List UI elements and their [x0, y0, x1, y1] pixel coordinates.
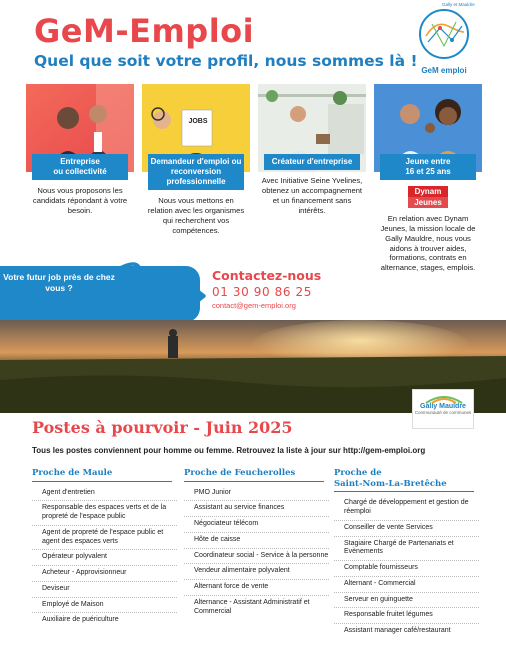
list-item: Auxiliaire de puériculture — [42, 616, 119, 624]
ribbon-arrow-icon — [110, 250, 210, 320]
column-title: Proche de Maule — [32, 468, 113, 478]
list-item: Deviseur — [32, 582, 177, 598]
list-item: Agent de propreté de l'espace public et agent des espaces verts — [32, 526, 177, 551]
column-title: Proche de Feucherolles — [184, 468, 296, 478]
list-item: Coordinateur social - Service à la personne — [184, 549, 329, 565]
list-item: Responsable fruitet légumes — [334, 608, 479, 624]
logo-small-text: Gally et Mauldre — [442, 2, 475, 7]
card-desc-createur: Avec Initiative Seine Yvelines, obtenez un accompagnement et un financement sans intérêts. — [261, 176, 363, 215]
card-label-entreprise: Entreprise ou collectivité — [32, 154, 128, 180]
list-item: Responsable des espaces verts et de la propreté de l'espace public — [32, 501, 177, 526]
jobs-column-saint-nom — [334, 468, 479, 639]
gem-logo-icon — [418, 6, 470, 64]
promo-text: Votre futur job près de chez vous ? — [3, 272, 115, 294]
list-item: Vendeur alimentaire polyvalent — [184, 564, 329, 580]
column-title: Proche de Saint-Nom-La-Bretêche — [334, 468, 447, 489]
list-item: Chargé de développement et gestion de réemploi — [334, 496, 479, 521]
gally-mauldre-logo — [412, 389, 474, 429]
job-list — [184, 486, 329, 620]
contact-title: Contactez-nous — [212, 268, 322, 283]
card-createur — [258, 84, 366, 215]
list-item: Assistant au service finances — [184, 501, 329, 517]
list-item: Acheteur - Approvisionneur — [32, 566, 177, 582]
card-label-demandeur: Demandeur d'emploi ou reconversion professionnelle — [148, 154, 244, 190]
card-jeune — [374, 84, 482, 273]
column-divider — [184, 481, 324, 482]
logo-caption: GeM emploi — [421, 66, 467, 75]
gally-mauldre-emblem-icon — [424, 393, 464, 405]
contact-email[interactable]: contact@gem-emploi.org — [212, 301, 296, 310]
card-entreprise — [26, 84, 134, 216]
column-divider — [334, 491, 474, 492]
card-desc-jeune: En relation avec Dynam Jeunes, la mission locale de Gally Mauldre, nous vous aidons à trouver aides, formations, contrats en alternance, stages, emplois. — [380, 214, 476, 273]
postes-title: Postes à pourvoir - Juin 2025 — [32, 418, 293, 437]
tagline: Quel que soit votre profil, nous sommes là ! — [34, 52, 418, 70]
list-item: Alternant force de vente — [184, 580, 329, 596]
gally-mauldre-name: Gally Mauldre — [420, 403, 466, 410]
job-list — [334, 496, 479, 639]
card-label-createur: Créateur d'entreprise — [264, 154, 360, 170]
list-item: Comptable fournisseurs — [334, 561, 479, 577]
card-desc-demandeur: Nous vous mettons en relation avec les organismes qui recherchent vos compétences. — [147, 196, 245, 235]
list-item: Négociateur télécom — [184, 517, 329, 533]
list-item: Assistant manager café/restaurant — [344, 627, 451, 634]
header — [0, 0, 506, 84]
list-item: Alternance - Assistant Administratif et Commercial — [194, 598, 310, 615]
list-item: Alternant - Commercial — [334, 577, 479, 593]
list-item: Hôte de caisse — [184, 533, 329, 549]
card-desc-entreprise: Nous vous proposons les candidats répondant à votre besoin. — [32, 186, 128, 215]
card-demandeur — [142, 84, 250, 235]
dynam-logo-line2: Jeunes — [408, 197, 448, 208]
jobs-column-feucherolles — [184, 468, 329, 619]
brand-title: GeM-Emploi — [34, 12, 255, 50]
list-item: Employé de Maison — [32, 598, 177, 614]
column-divider — [32, 481, 172, 482]
jobs-column-maule — [32, 468, 177, 628]
dynam-jeunes-logo — [408, 186, 448, 208]
card-label-jeune: Jeune entre 16 et 25 ans — [380, 154, 476, 180]
list-item: Agent d'entretien — [32, 486, 177, 502]
gally-mauldre-sub: Communauté de communes — [414, 410, 472, 415]
job-list — [32, 486, 177, 629]
list-item: Serveur en guinguette — [334, 593, 479, 609]
dynam-logo-line1: Dynam — [408, 186, 448, 197]
list-item: Opérateur polyvalent — [32, 550, 177, 566]
list-item: Conseiller de vente Services — [334, 521, 479, 537]
jobs-sign: JOBS — [188, 118, 208, 125]
list-item: PMO Junior — [184, 486, 329, 502]
contact-phone[interactable]: 01 30 90 86 25 — [212, 285, 313, 299]
list-item: Stagiaire Chargé de Partenariats et Evènements — [334, 537, 479, 562]
postes-subtitle: Tous les postes conviennent pour homme ou femme. Retrouvez la liste à jour sur http://gem-emploi.org — [32, 446, 426, 455]
